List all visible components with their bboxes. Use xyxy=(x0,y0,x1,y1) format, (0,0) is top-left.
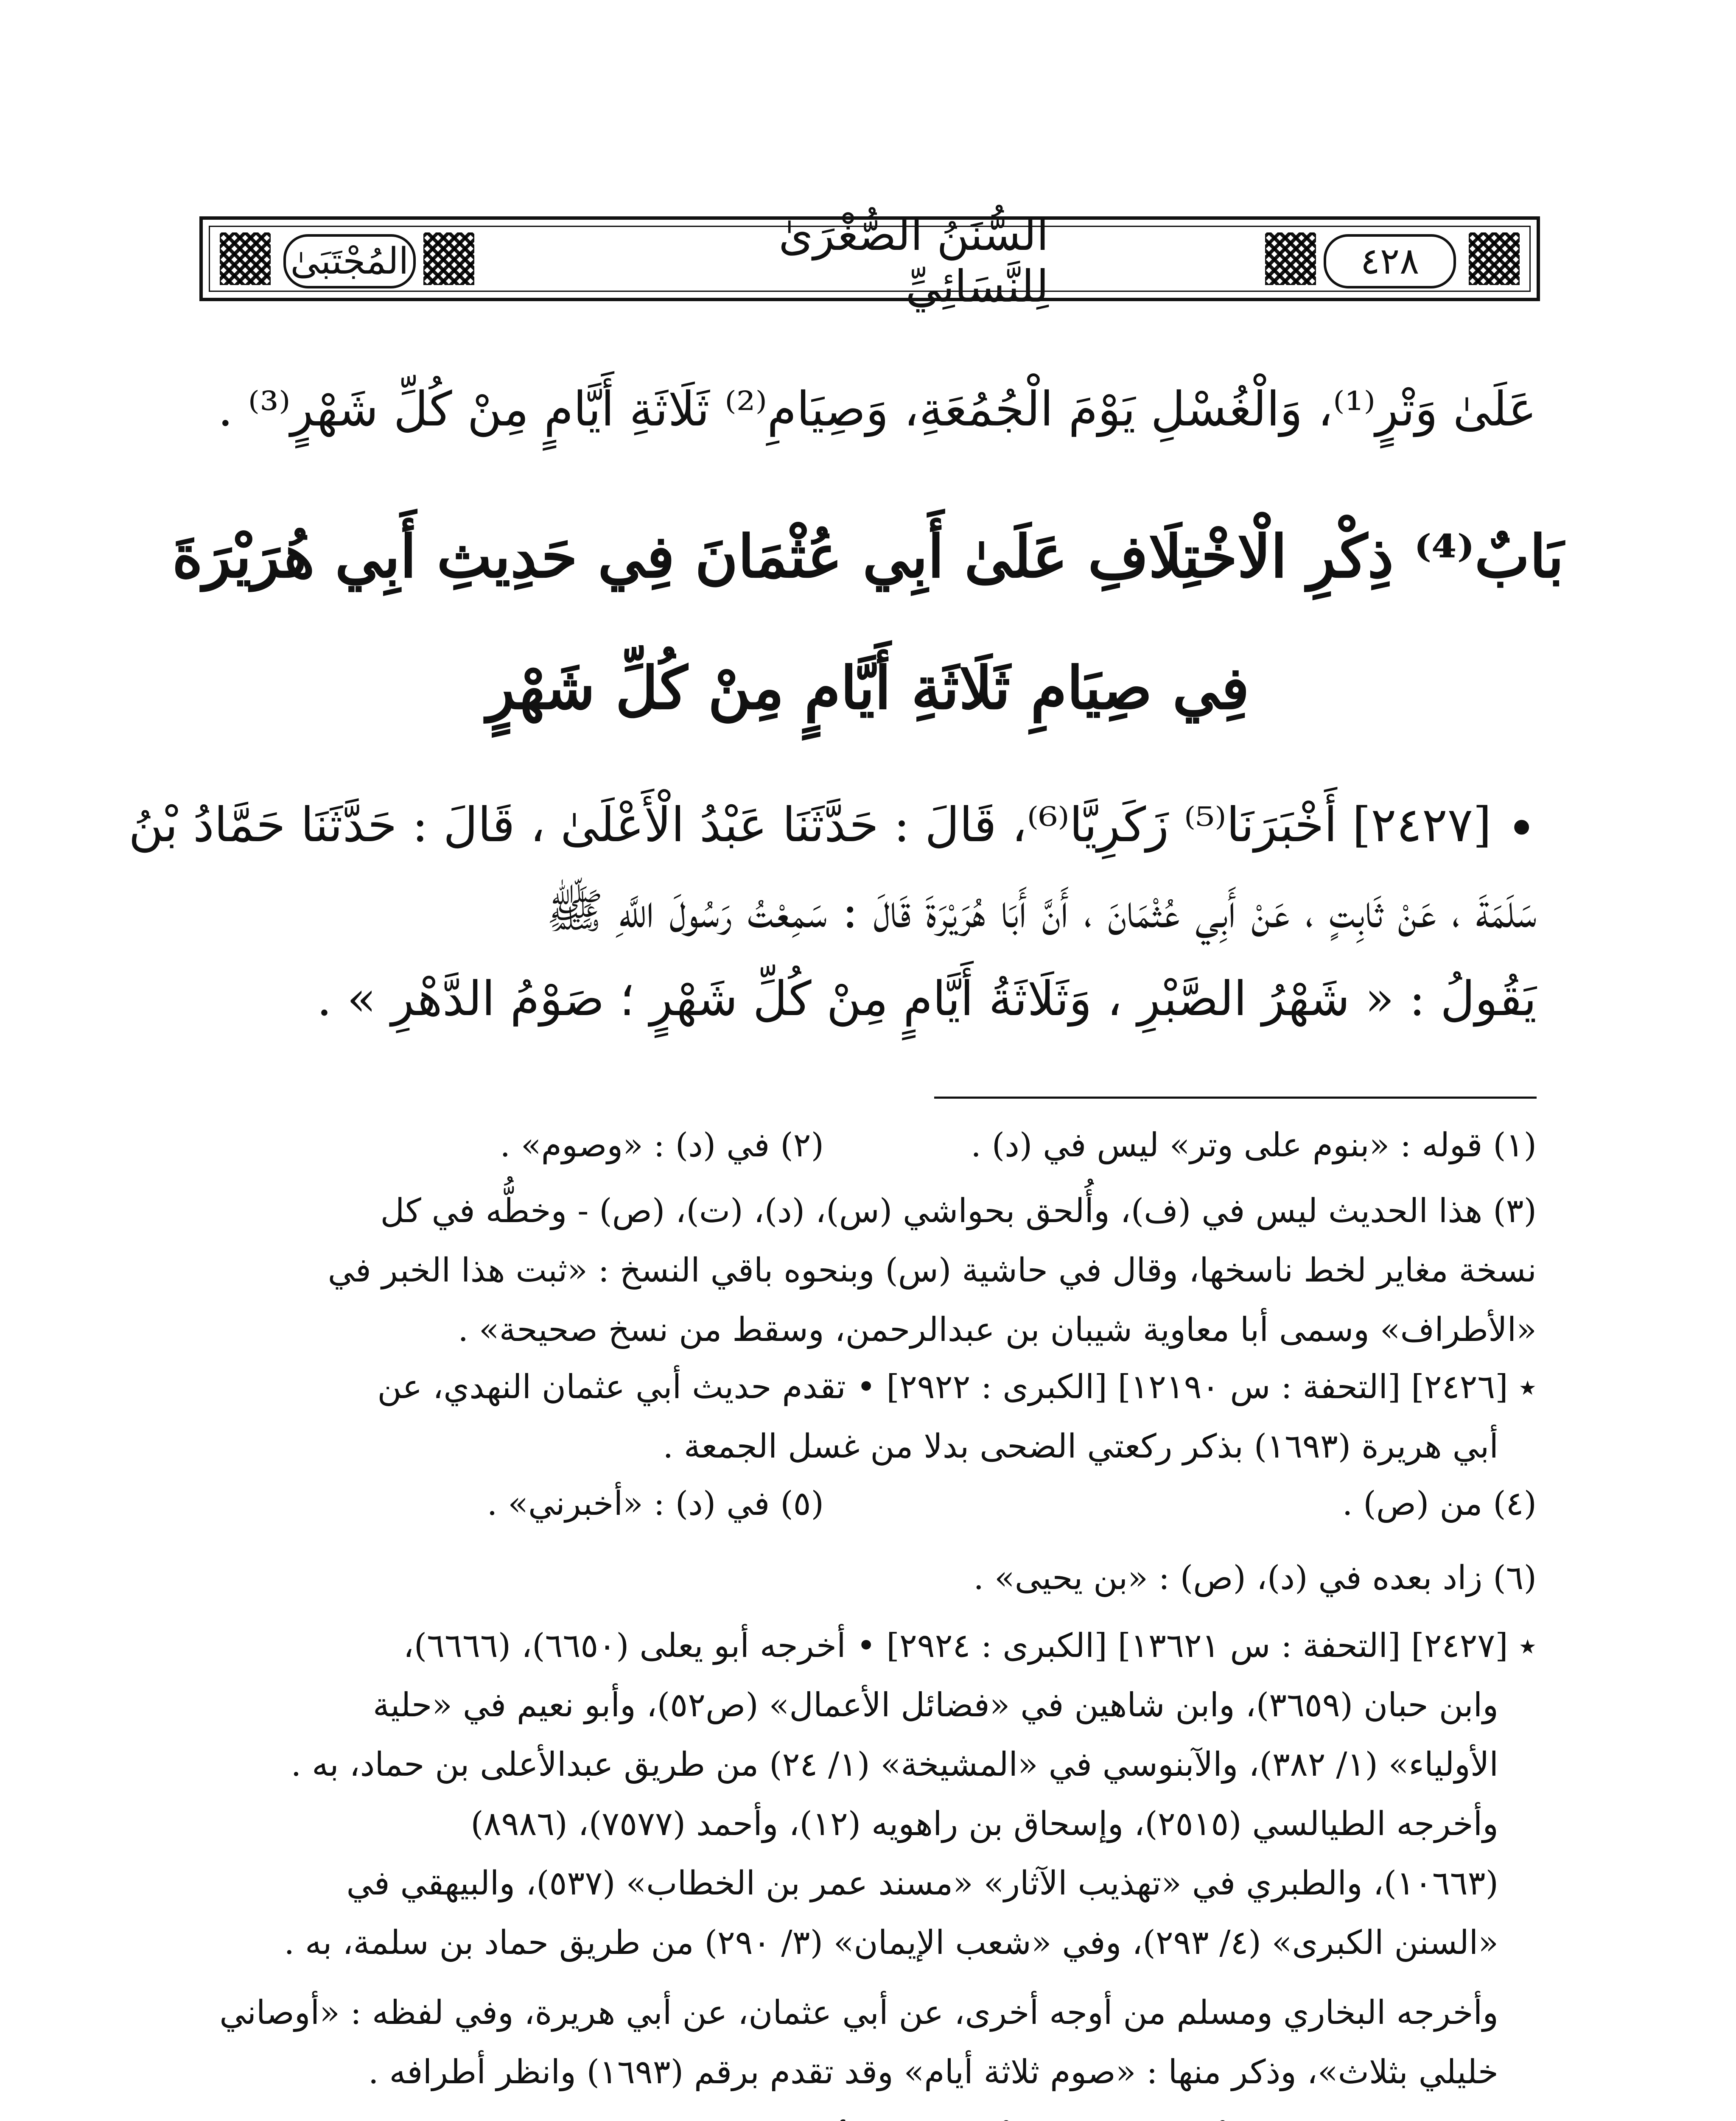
footnote-5: (٥) في (د) : «أخبرني» . xyxy=(487,1485,824,1523)
continuation-line: عَلَىٰ وَتْرٍ⁽¹⁾، وَالْغُسْلِ يَوْمَ الْجُمُعَةِ، وَصِيَامِ⁽²⁾ ثَلَاثَةِ أَيَّامٍ مِنْ كُلِّ شَهْرٍ⁽³⁾ . xyxy=(218,382,1537,437)
footnote-2: (٢) في (د) : «وصوم» . xyxy=(500,1126,824,1164)
footnote-3-line-2: نسخة مغاير لخط ناسخها، وقال في حاشية (س) وبنحوه باقي النسخ : «ثبت هذا الخبر في xyxy=(328,1251,1537,1290)
takhrij-2426-line-1: ٭ [٢٤٢٦] [التحفة : س ١٢١٩٠] [الكبرى : ٢٩٢٢] • تقدم حديث أبي عثمان النهدي، عن xyxy=(377,1368,1537,1406)
hadith-line-2: سَلَمَةَ ، عَنْ ثَابِتٍ ، عَنْ أَبِي عُثْمَانَ ، أَنَّ أَبَا هُرَيْرَةَ قَالَ : سَمِعْتُ رَسُولَ اللَّهِ ﷺ xyxy=(546,884,1537,939)
footnote-separator xyxy=(934,1097,1537,1099)
footnote-3-line-1: (٣) هذا الحديث ليس في (ف)، وأُلحق بحواشي (س)، (د)، (ت)، (ص) - وخطُّه في كل xyxy=(380,1192,1537,1230)
takhrij-2426-line-2: أبي هريرة (١٦٩٣) بذكر ركعتي الضحى بدلا من غسل الجمعة . xyxy=(663,1427,1498,1466)
hadith-bullet: • xyxy=(1506,800,1537,859)
page-number: ٤٢٨ xyxy=(1360,240,1420,283)
hadith-line-1 xyxy=(129,797,1537,859)
hadith-line-1-text: [٢٤٢٧] أَخْبَرَنَا⁽⁵⁾ زَكَرِيَّا⁽⁶⁾، قَالَ : حَدَّثَنَا عَبْدُ الْأَعْلَىٰ ، قَالَ : حَدَّثَنَا حَمَّادُ بْنُ xyxy=(129,797,1492,853)
takhrij-2427-line-6: «السنن الكبرى» (٤/ ٢٩٣)، وفي «شعب الإيمان» (٣/ ٢٩٠) من طريق حماد بن سلمة، به . xyxy=(284,1924,1498,1962)
ornament-right-outer xyxy=(1469,232,1520,285)
takhrij-2427-line-2: وابن حبان (٣٦٥٩)، وابن شاهين في «فضائل الأعمال» (ص٥٢)، وأبو نعيم في «حلية xyxy=(372,1686,1498,1724)
hadith-line-3: يَقُولُ : « شَهْرُ الصَّبْرِ ، وَثَلَاثَةُ أَيَّامٍ مِنْ كُلِّ شَهْرٍ ؛ صَوْمُ الدَّهْرِ » . xyxy=(316,971,1537,1027)
takhrij-2427-line-4: وأخرجه الطيالسي (٢٥١٥)، وإسحاق بن راهويه (١٢)، وأحمد (٧٥٧٧)، (٨٩٨٦) xyxy=(470,1805,1498,1843)
book-short-title: المُجْتَبَىٰ xyxy=(290,240,409,283)
footnote-4: (٤) من (ص) . xyxy=(1342,1485,1537,1523)
footnote-3-line-3: «الأطراف» وسمى أبا معاوية شيبان بن عبدالرحمن، وسقط من نسخ صحيحة» . xyxy=(458,1311,1537,1349)
takhrij-2427-line-7: وأخرجه البخاري ومسلم من أوجه أخرى، عن أبي عثمان، عن أبي هريرة، وفي لفظه : «أوصاني xyxy=(219,1994,1498,2032)
footnote-1: (١) قوله : «بنوم على وتر» ليس في (د) . xyxy=(971,1126,1537,1164)
takhrij-2427-line-1: ٭ [٢٤٢٧] [التحفة : س ١٣٦٢١] [الكبرى : ٢٩٢٤] • أخرجه أبو يعلى (٦٦٥٠)، (٦٦٦٦)، xyxy=(403,1627,1537,1665)
takhrij-2427-line-8: خليلي بثلاث»، وذكر منها : «صوم ثلاثة أيام» وقد تقدم برقم (١٦٩٣) وانظر أطرافه . xyxy=(368,2053,1498,2091)
takhrij-2427-line-5: (١٠٦٦٣)، والطبري في «تهذيب الآثار» «مسند عمر بن الخطاب» (٥٣٧)، والبيهقي في xyxy=(346,1864,1498,1903)
book-title: السُّنَنُ الصُّغْرَىٰ لِلنَّسَائِيِّ xyxy=(778,209,1049,312)
ornament-left-outer xyxy=(220,232,271,285)
footnote-6: (٦) زاد بعده في (د)، (ص) : «بن يحيى» . xyxy=(973,1559,1537,1597)
ornament-right-inner xyxy=(1265,232,1316,285)
book-short-cartouche xyxy=(283,234,416,288)
chapter-heading-line-1: بَابٌ⁽⁴⁾ ذِكْرِ الْاخْتِلَافِ عَلَىٰ أَبِي عُثْمَانَ فِي حَدِيثِ أَبِي هُرَيْرَةَ xyxy=(172,522,1564,591)
takhrij-2427-line-3: الأولياء» (١/ ٣٨٢)، والآبنوسي في «المشيخة» (١/ ٢٤) من طريق عبدالأعلى بن حماد، به . xyxy=(291,1746,1498,1784)
page-number-cartouche xyxy=(1324,234,1456,288)
running-header xyxy=(199,209,1540,312)
ornament-left-inner xyxy=(423,232,474,285)
chapter-heading-line-2: فِي صِيَامِ ثَلَاثَةِ أَيَّامٍ مِنْ كُلِّ شَهْرٍ xyxy=(487,653,1249,722)
